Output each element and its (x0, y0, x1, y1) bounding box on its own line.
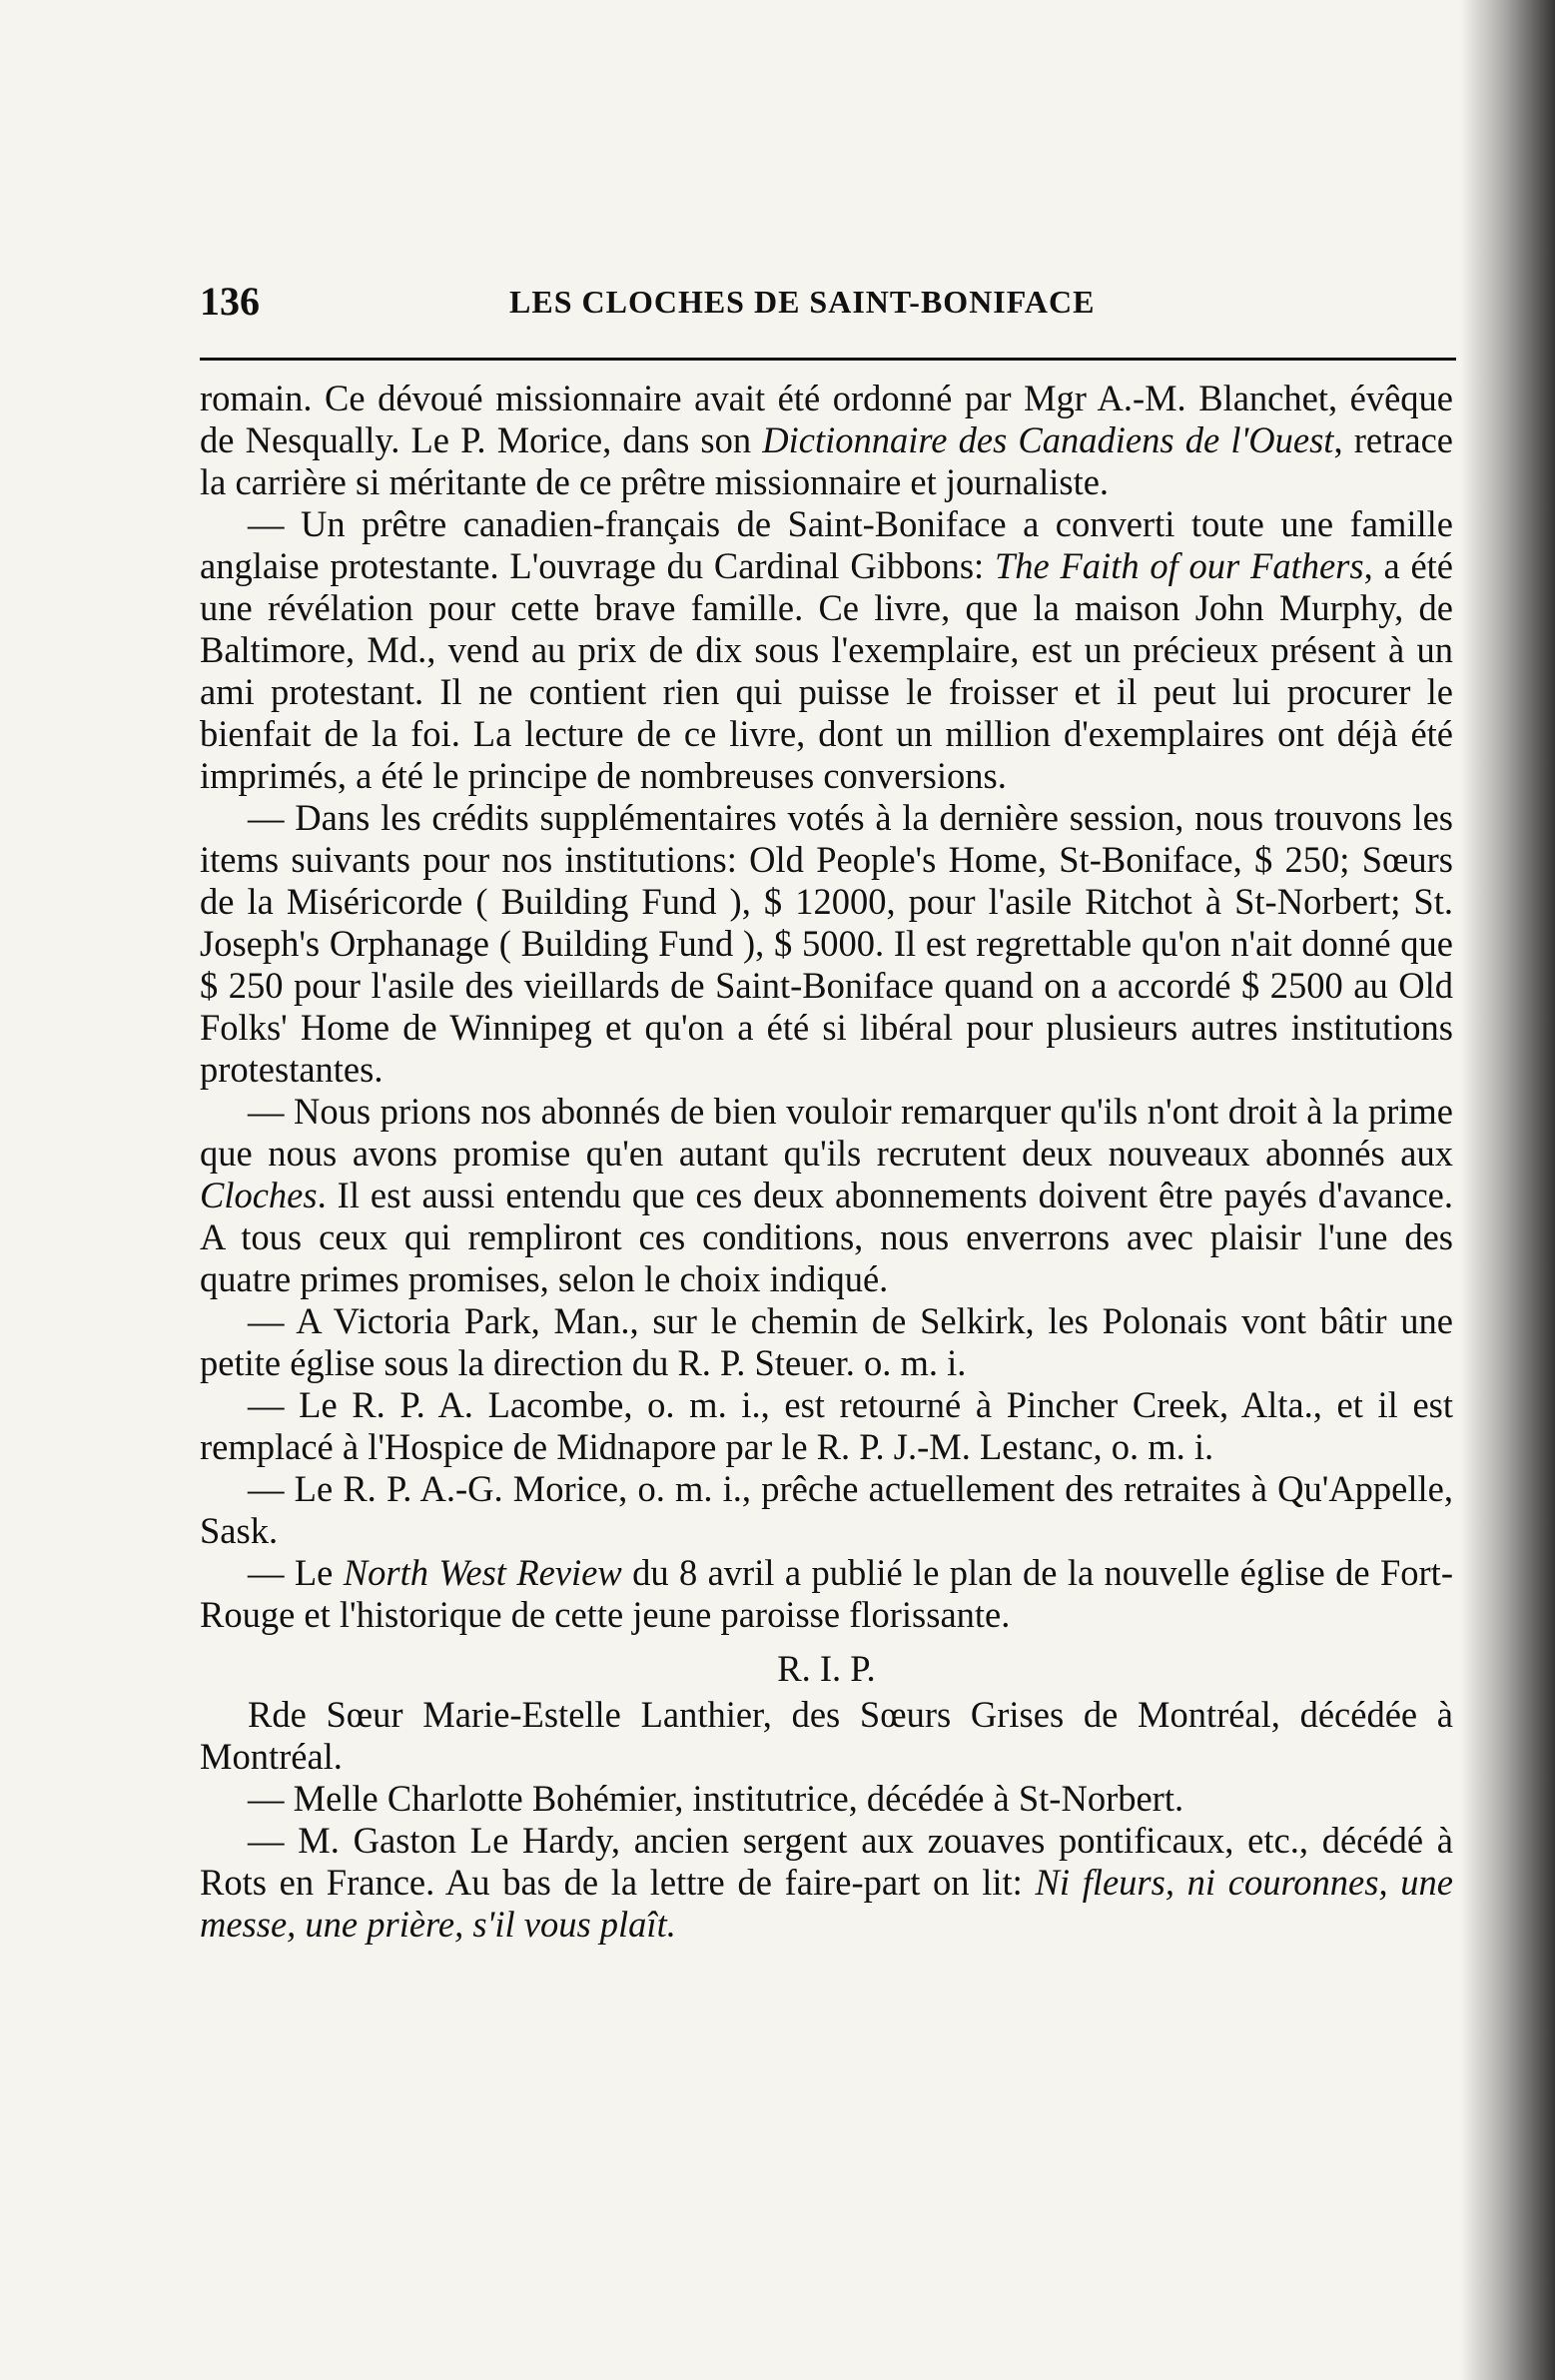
italic-quote: Ni fleurs, ni couronnes, une messe, une prière, s'il vous plaît. (200, 1862, 1453, 1945)
text-run: . Il est aussi entendu que ces deux abonnements doivent être payés d'avance. A tous ceux qui rempliront ces conditions, nous enverrons avec plaisir l'une des quatre primes promises, selon le choix indiqué. (200, 1175, 1453, 1299)
text-run: — Dans les crédits supplémentaires votés à la dernière session, nous trouvons les items suivants pour nos institutions: Old People's Home, St-Boniface, $ 250; Sœurs de la Miséricorde ( Building Fund ), $ 12000, pour l'asile Ritchot à St-Norbert; St. Joseph's Orphanage ( Building Fund ), $ 5000. Il est regrettable qu'on n'ait donné que $ 250 pour l'asile des vieillards de Saint-Boniface quand on a accordé $ 2500 au Old Folks' Home de Winnipeg et qu'on a été si libéral pour plusieurs autres institutions protestantes. (200, 797, 1453, 1090)
paragraph (200, 1552, 1453, 1636)
paragraph (200, 1091, 1453, 1300)
italic-title: Dictionnaire des Canadiens de l'Ouest (762, 419, 1334, 460)
text-run: Rde Sœur Marie-Estelle Lanthier, des Sœurs Grises de Montréal, décédée à Montréal. (200, 1694, 1453, 1777)
text-run: — Le (248, 1552, 344, 1593)
text-run: — Un prêtre canadien-français de Saint-Boniface a converti toute une famille anglaise protestante. L'ouvrage du Cardinal Gibbons: (200, 503, 1453, 586)
text-run: , retrace la carrière si méritante de ce prêtre missionnaire et journaliste. (200, 419, 1453, 502)
paragraph (200, 797, 1453, 1091)
binding-shadow (1460, 0, 1555, 2380)
paragraph (200, 1820, 1453, 1946)
paragraph (200, 1694, 1453, 1778)
text-run: — Nous prions nos abonnés de bien vouloir remarquer qu'ils n'ont droit à la prime que nous avons promise qu'en autant qu'ils recrutent deux nouveaux abonnés aux (200, 1091, 1453, 1174)
text-run: — Melle Charlotte Bohémier, institutrice, décédée à St-Norbert. (248, 1778, 1184, 1819)
text-run: , a été une révélation pour cette brave famille. Ce livre, que la maison John Murphy, de Baltimore, Md., vend au prix de dix sous l'exemplaire, est un précieux présent à un ami protestant. Il ne contient rien qui puisse le froisser et il peut lui procurer le bienfait de la foi. La lecture de ce livre, dont un million d'exemplaires ont déjà été imprimés, a été le principe de nombreuses conversions. (200, 545, 1454, 796)
page-number: 136 (200, 279, 260, 324)
rip-heading (200, 1648, 1453, 1690)
text-run: — Le R. P. A. Lacombe, o. m. i., est retourné à Pincher Creek, Alta., et il est remplacé à l'Hospice de Midnapore par le R. P. J.-M. Lestanc, o. m. i. (200, 1384, 1453, 1467)
paragraph (200, 378, 1453, 503)
text-run: — Le R. P. A.-G. Morice, o. m. i., prêche actuellement des retraites à Qu'Appelle, Sask. (200, 1468, 1453, 1551)
page-header (200, 278, 1453, 338)
italic-title: Cloches (200, 1175, 318, 1215)
running-title: LES CLOCHES DE SAINT-BONIFACE (509, 284, 1096, 320)
paragraph (200, 1778, 1453, 1820)
text-run: — M. Gaston Le Hardy, ancien sergent aux zouaves pontificaux, etc., décédé à Rots en France. Au bas de la lettre de faire-part on lit: (200, 1820, 1453, 1903)
italic-title: North West Review (343, 1552, 622, 1593)
header-rule (200, 358, 1456, 361)
text-run: du 8 avril a publié le plan de la nouvelle église de Fort-Rouge et l'historique de cette jeune paroisse florissante. (200, 1552, 1453, 1635)
heading-text: R. I. P. (777, 1648, 876, 1689)
paragraph (200, 1384, 1453, 1468)
italic-title: The Faith of our Fathers (994, 545, 1364, 586)
paragraph (200, 1300, 1453, 1384)
article-body (200, 378, 1453, 1946)
paragraph (200, 1468, 1453, 1552)
text-run: — A Victoria Park, Man., sur le chemin de Selkirk, les Polonais vont bâtir une petite église sous la direction du R. P. Steuer. o. m. i. (200, 1300, 1453, 1383)
paragraph (200, 503, 1453, 797)
text-run: romain. Ce dévoué missionnaire avait été ordonné par Mgr A.-M. Blanchet, évêque de Nesqually. Le P. Morice, dans son (200, 378, 1453, 460)
